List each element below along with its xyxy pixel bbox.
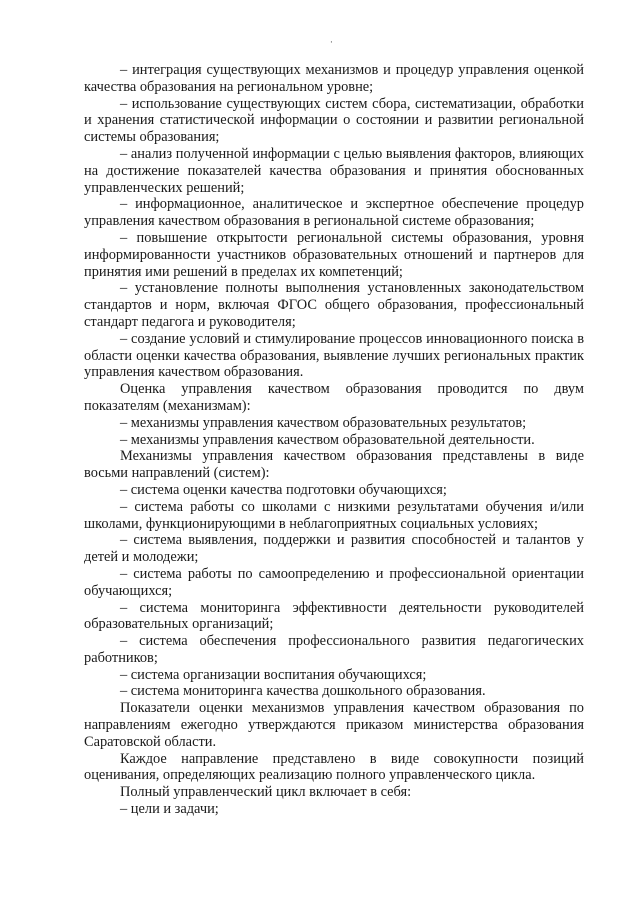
paragraph: – система обеспечения профессионального развития педагогических работников; <box>84 633 584 666</box>
paragraph: – система мониторинга эффективности деятельности руководителей образовательных организаций; <box>84 599 584 633</box>
paragraph: – создание условий и стимулирование процессов инновационного поиска в области оценки качества образования, выявление лучших региональных практик управления качеством образования. <box>84 330 584 381</box>
paragraph: – цели и задачи; <box>120 801 219 818</box>
paragraph: – система организации воспитания обучающихся; <box>120 666 427 683</box>
page-mark: · <box>330 38 333 48</box>
paragraph: – механизмы управления качеством образовательной деятельности. <box>120 431 535 448</box>
paragraph: – установление полноты выполнения установленных законодательством стандартов и норм, включая ФГОС общего образования, профессиональный стандарт педагога и руководителя; <box>84 280 584 330</box>
paragraph: – система оценки качества подготовки обучающихся; <box>120 481 447 498</box>
paragraph: – интеграция существующих механизмов и процедур управления оценкой качества образования на региональном уровне; <box>84 62 584 95</box>
paragraph: Механизмы управления качеством образования представлены в виде восьми направлений (систем): <box>84 448 584 482</box>
paragraph: – система работы со школами с низкими результатами обучения и/или школами, функционирующими в неблагоприятных социальных условиях; <box>84 498 584 532</box>
paragraph: – система мониторинга качества дошкольного образования. <box>120 683 486 700</box>
paragraph: – анализ полученной информации с целью выявления факторов, влияющих на достижение показателей качества образования и принятия обоснованных управленческих решений; <box>84 145 584 196</box>
document-body <box>84 62 584 818</box>
paragraph: Каждое направление представлено в виде совокупности позиций оценивания, определяющих реализацию полного управленческого цикла. <box>84 750 584 784</box>
paragraph: – система работы по самоопределению и профессиональной ориентации обучающихся; <box>84 565 584 599</box>
paragraph: – информационное, аналитическое и экспертное обеспечение процедур управления качеством образования в региональной системе образования; <box>84 196 584 230</box>
paragraph: – механизмы управления качеством образовательных результатов; <box>120 414 527 431</box>
paragraph: – использование существующих систем сбора, систематизации, обработки и хранения статистической информации о состоянии и развитии региональной системы образования; <box>84 95 584 146</box>
paragraph: – система выявления, поддержки и развития способностей и талантов у детей и молодежи; <box>84 532 584 566</box>
paragraph: Показатели оценки механизмов управления качеством образования по направлениям ежегодно утверждаются приказом министерства образования Саратовской области. <box>84 700 584 750</box>
paragraph: Полный управленческий цикл включает в себя: <box>120 784 412 801</box>
paragraph: – повышение открытости региональной системы образования, уровня информированности участников образовательных отношений и партнеров для принятия ими решений в пределах их компетенций; <box>84 229 584 280</box>
paragraph: Оценка управления качеством образования проводится по двум показателям (механизмам): <box>84 381 584 414</box>
